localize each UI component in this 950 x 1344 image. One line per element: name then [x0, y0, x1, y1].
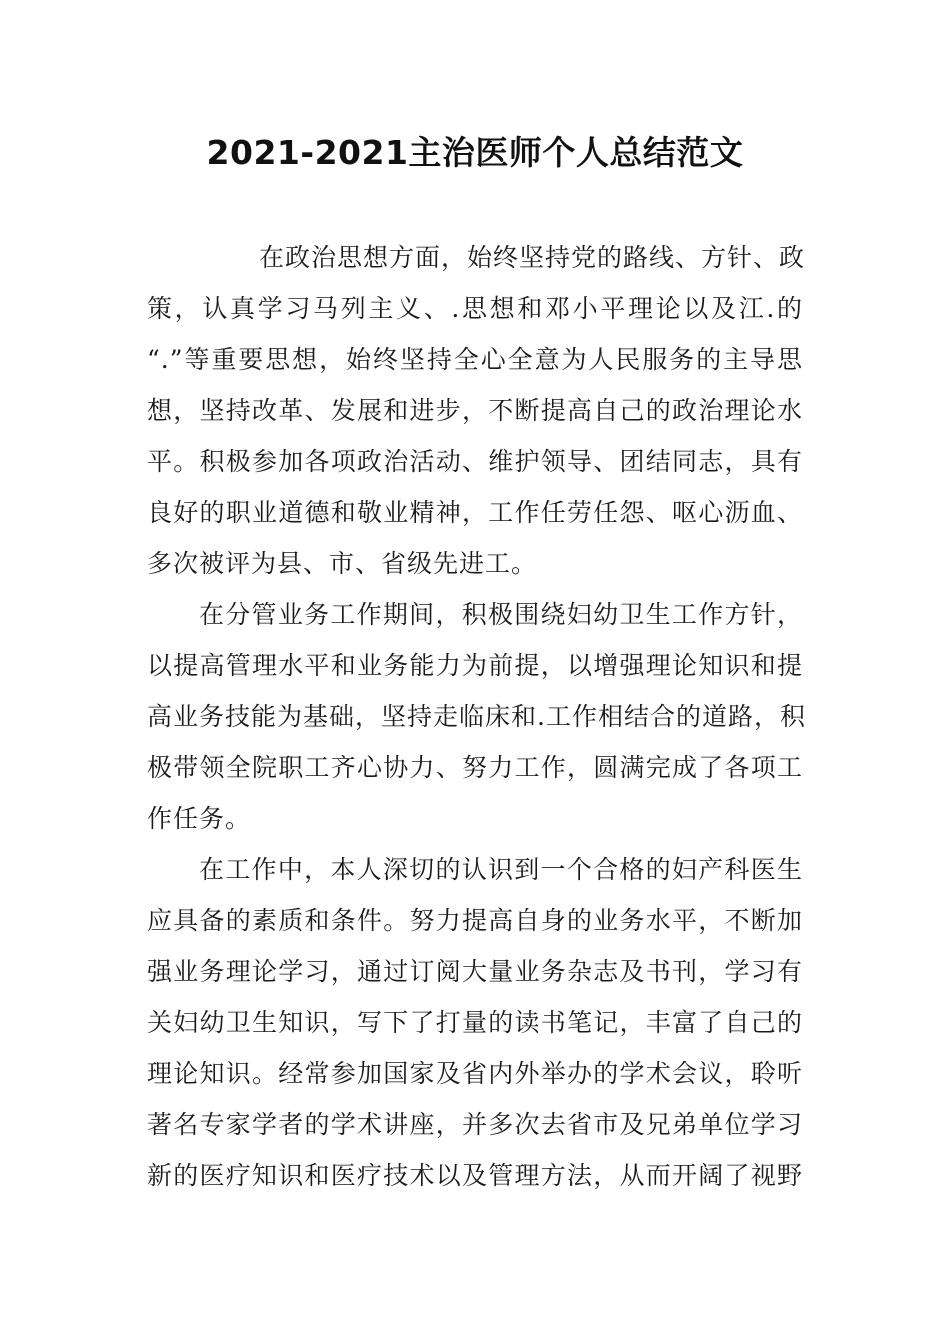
paragraph-2-line-3: 高业务技能为基础，坚持走临床和.工作相结合的道路，积 [147, 702, 806, 731]
paragraph-3-line-6: 著名专家学者的学术讲座，并多次去省市及兄弟单位学习 [147, 1110, 803, 1139]
document-body [147, 232, 806, 1201]
paragraph-3-line-1: 在工作中，本人深切的认识到一个合格的妇产科医生 [199, 855, 803, 884]
paragraph-2-line-1: 在分管业务工作期间，积极围绕妇幼卫生工作方针， [199, 600, 803, 629]
document-title: 2021-2021主治医师个人总结范文 [206, 133, 744, 172]
paragraph-3-line-4: 关妇幼卫生知识，写下了打量的读书笔记，丰富了自己的 [147, 1008, 803, 1037]
paragraph-3-line-7: 新的医疗知识和医疗技术以及管理方法，从而开阔了视野 [147, 1161, 803, 1190]
paragraph-2-line-5: 作任务。 [147, 804, 252, 833]
paragraph-1-line-7: 多次被评为县、市、省级先进工。 [147, 549, 538, 578]
paragraph-3-line-2: 应具备的素质和条件。努力提高自身的业务水平，不断加 [147, 906, 803, 935]
paragraph-1-line-4: 想，坚持改革、发展和进步，不断提高自己的政治理论水 [147, 396, 803, 425]
paragraph-2-line-2: 以提高管理水平和业务能力为前提，以增强理论知识和提 [147, 651, 803, 680]
paragraph-1-line-1: 在政治思想方面，始终坚持党的路线、方针、政 [259, 243, 806, 272]
paragraph-3-line-5: 理论知识。经常参加国家及省内外举办的学术会议，聆听 [147, 1059, 803, 1088]
paragraph-1-line-3: “.”等重要思想，始终坚持全心全意为人民服务的主导思 [147, 345, 803, 374]
paragraph-1-line-2: 策，认真学习马列主义、.思想和邓小平理论以及江.的 [147, 294, 803, 323]
paragraph-2-line-4: 极带领全院职工齐心协力、努力工作，圆满完成了各项工 [147, 753, 803, 782]
paragraph-3-line-3: 强业务理论学习，通过订阅大量业务杂志及书刊，学习有 [147, 957, 803, 986]
paragraph-1-line-5: 平。积极参加各项政治活动、维护领导、团结同志，具有 [147, 447, 803, 476]
paragraph-1-line-6: 良好的职业道德和敬业精神，工作任劳任怨、呕心沥血、 [147, 498, 803, 527]
